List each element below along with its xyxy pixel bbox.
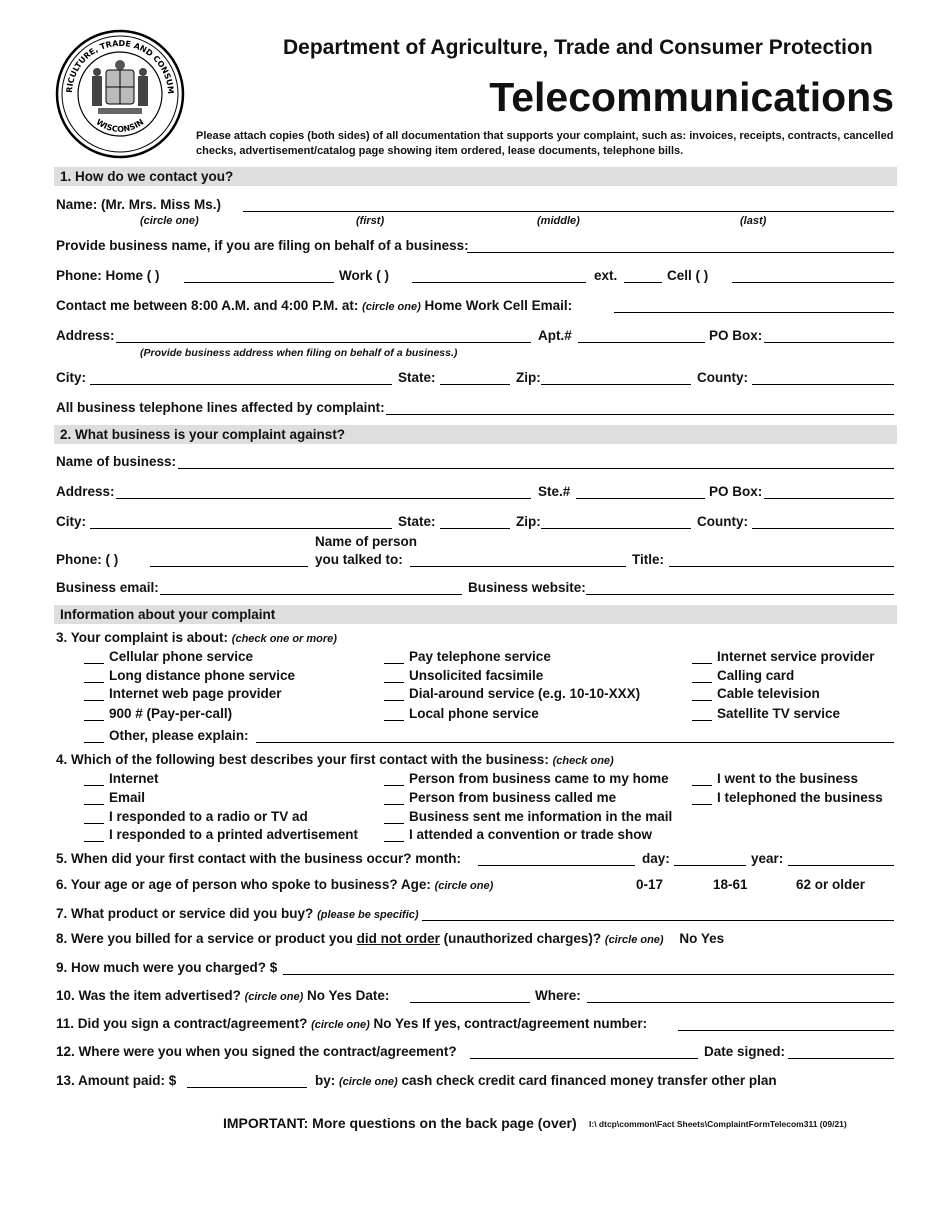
name-sub-middle: (middle): [537, 215, 580, 227]
person-label-line1: Name of person: [315, 534, 418, 549]
option-label: Internet: [109, 771, 159, 786]
important-note: IMPORTANT: More questions on the back page (over): [223, 1115, 577, 1131]
address-note: (Provide business address when filing on behalf of a business.): [140, 347, 458, 359]
checkbox-blank[interactable]: [384, 773, 404, 786]
q4-label: [56, 752, 614, 767]
q3-option-satellite[interactable]: [692, 706, 840, 721]
q5-year-field[interactable]: [788, 865, 894, 866]
checkbox-blank[interactable]: [384, 670, 404, 683]
q8-options[interactable]: No Yes: [679, 931, 725, 946]
q4-option-mail[interactable]: [384, 809, 672, 824]
section-1-heading: 1. How do we contact you?: [60, 169, 234, 184]
q3-option-cellular[interactable]: [84, 649, 253, 664]
q12-date-label: Date signed:: [704, 1044, 786, 1059]
q13-hint: (circle one): [339, 1076, 398, 1088]
section-3-header: [54, 605, 897, 624]
q10-label: [56, 988, 389, 1003]
seal-icon: [54, 28, 186, 160]
name-field[interactable]: [243, 211, 894, 212]
pobox-label: PO Box:: [709, 328, 763, 343]
business-name-field[interactable]: [467, 252, 894, 253]
q3-option-isp[interactable]: [692, 649, 875, 664]
name-sub-circle: (circle one): [140, 215, 199, 227]
title-field[interactable]: [669, 566, 894, 567]
q13-by: [315, 1073, 777, 1088]
business-website-field[interactable]: [586, 594, 894, 595]
section-2-heading: 2. What business is your complaint against?: [60, 427, 346, 442]
q3-option-web-page[interactable]: [84, 686, 282, 701]
q4-option-radio-tv[interactable]: [84, 809, 308, 824]
option-label: Person from business came to my home: [409, 771, 669, 786]
person-field[interactable]: [410, 566, 626, 567]
business-city-field[interactable]: [90, 528, 392, 529]
option-label: Internet web page provider: [109, 686, 282, 701]
ste-field[interactable]: [576, 498, 705, 499]
affected-lines-label: All business telephone lines affected by complaint:: [56, 400, 385, 415]
q4-option-went-to-business[interactable]: [692, 771, 858, 786]
checkbox-blank[interactable]: [692, 792, 712, 805]
option-label: Person from business called me: [409, 790, 617, 805]
q10-hint: (circle one): [244, 991, 304, 1003]
option-label: I attended a convention or trade show: [409, 827, 653, 842]
option-label: Pay telephone service: [409, 649, 551, 664]
business-county-label: County:: [697, 514, 748, 529]
person-label-line2: you talked to:: [315, 552, 403, 567]
q6-label: [56, 877, 493, 892]
q5-day-field[interactable]: [674, 865, 746, 866]
business-pobox-label: PO Box:: [709, 484, 763, 499]
checkbox-blank[interactable]: [384, 829, 404, 842]
q10-date-field[interactable]: [410, 1002, 530, 1003]
q9-field[interactable]: [283, 974, 894, 975]
checkbox-blank[interactable]: [692, 651, 712, 664]
q8-underlined: did not order: [356, 931, 440, 946]
business-email-field[interactable]: [160, 594, 462, 595]
checkbox-blank[interactable]: [84, 730, 104, 743]
business-state-label: State:: [398, 514, 436, 529]
option-label: 900 # (Pay-per-call): [109, 706, 233, 721]
name-label: Name: (Mr. Mrs. Miss Ms.): [56, 197, 222, 212]
q4-option-printed-ad[interactable]: [84, 827, 358, 842]
business-city-label: City:: [56, 514, 86, 529]
q3-option-local[interactable]: [384, 706, 539, 721]
business-zip-field[interactable]: [541, 528, 691, 529]
option-label: Long distance phone service: [109, 668, 296, 683]
zip-label: Zip:: [516, 370, 541, 385]
section-2-header: [54, 425, 897, 444]
option-label: Unsolicited facsimile: [409, 668, 544, 683]
checkbox-blank[interactable]: [384, 651, 404, 664]
q5-month-field[interactable]: [478, 865, 635, 866]
q4-option-called-me[interactable]: [384, 790, 616, 805]
q13-amount-field[interactable]: [187, 1087, 307, 1088]
business-phone-label: Phone: ( ): [56, 552, 119, 567]
q3-option-facsimile[interactable]: [384, 668, 543, 683]
option-label: Business sent me information in the mail: [409, 809, 673, 824]
city-label: City:: [56, 370, 86, 385]
pobox-field[interactable]: [764, 342, 894, 343]
q9-label: 9. How much were you charged? $: [56, 960, 278, 975]
business-address-field[interactable]: [116, 498, 531, 499]
option-label: Local phone service: [409, 706, 539, 721]
address-label: Address:: [56, 328, 115, 343]
q7-hint: (please be specific): [317, 909, 419, 921]
checkbox-blank[interactable]: [84, 708, 104, 721]
q11-options[interactable]: No Yes If yes, contract/agreement number:: [373, 1016, 648, 1031]
q12-label: 12. Where were you when you signed the contract/agreement?: [56, 1044, 457, 1059]
q11-text: 11. Did you sign a contract/agreement?: [56, 1016, 308, 1031]
q6-option-18-61[interactable]: 18-61: [713, 877, 748, 892]
phone-home-label: Phone: Home ( ): [56, 268, 160, 283]
contact-time-label: [56, 298, 572, 313]
contact-options: Home Work Cell Email:: [424, 298, 573, 313]
county-field[interactable]: [752, 384, 894, 385]
option-label: Dial-around service (e.g. 10-10-XXX): [409, 686, 641, 701]
option-label: Email: [109, 790, 146, 805]
q8-label: [56, 931, 724, 946]
q7-field[interactable]: [422, 920, 894, 921]
checkbox-blank[interactable]: [692, 773, 712, 786]
option-label: I telephoned the business: [717, 790, 883, 805]
contact-email-field[interactable]: [614, 312, 894, 313]
business-state-field[interactable]: [440, 528, 510, 529]
phone-ext-label: ext.: [594, 268, 618, 283]
apt-label: Apt.#: [538, 328, 572, 343]
business-name-label: Provide business name, if you are filing on behalf of a business:: [56, 238, 469, 253]
q8-text-a: 8. Were you billed for a service or product you: [56, 931, 353, 946]
q3-text: 3. Your complaint is about:: [56, 630, 229, 645]
business-address-label: Address:: [56, 484, 115, 499]
q3-other-field[interactable]: [256, 742, 894, 743]
option-label: I went to the business: [717, 771, 859, 786]
business-county-field[interactable]: [752, 528, 894, 529]
q7-label: [56, 906, 419, 921]
section-3-heading: Information about your complaint: [60, 607, 276, 622]
option-label: Calling card: [717, 668, 795, 683]
checkbox-blank[interactable]: [692, 670, 712, 683]
business-name-label-2: Name of business:: [56, 454, 177, 469]
checkbox-blank[interactable]: [84, 651, 104, 664]
q6-hint: (circle one): [434, 880, 494, 892]
business-zip-label: Zip:: [516, 514, 541, 529]
checkbox-blank[interactable]: [384, 792, 404, 805]
q5-label: 5. When did your first contact with the business occur? month:: [56, 851, 462, 866]
q3-option-dial-around[interactable]: [384, 686, 640, 701]
business-website-label: Business website:: [468, 580, 586, 595]
checkbox-blank[interactable]: [84, 688, 104, 701]
q3-option-other[interactable]: [84, 728, 249, 743]
address-field[interactable]: [116, 342, 531, 343]
city-field[interactable]: [90, 384, 392, 385]
q3-option-cable[interactable]: [692, 686, 820, 701]
page-title: Telecommunications: [489, 74, 894, 120]
section-1-header: [54, 167, 897, 186]
ste-label: Ste.#: [538, 484, 571, 499]
q3-option-calling-card[interactable]: [692, 668, 794, 683]
checkbox-blank[interactable]: [692, 708, 712, 721]
phone-cell-field[interactable]: [732, 282, 894, 283]
option-label: I responded to a radio or TV ad: [109, 809, 308, 824]
checkbox-blank[interactable]: [84, 792, 104, 805]
q4-text: 4. Which of the following best describes your first contact with the business:: [56, 752, 549, 767]
phone-cell-label: Cell ( ): [667, 268, 709, 283]
checkbox-blank[interactable]: [384, 708, 404, 721]
q13-by-text: by:: [315, 1073, 336, 1088]
checkbox-blank[interactable]: [384, 688, 404, 701]
q12-where-field[interactable]: [470, 1058, 698, 1059]
q5-day-label: day:: [642, 851, 670, 866]
q3-option-900[interactable]: [84, 706, 232, 721]
name-sub-last: (last): [740, 215, 767, 227]
phone-home-field[interactable]: [184, 282, 334, 283]
q4-option-convention[interactable]: [384, 827, 652, 842]
phone-work-label: Work ( ): [339, 268, 389, 283]
option-label: Satellite TV service: [717, 706, 841, 721]
q13-label: 13. Amount paid: $: [56, 1073, 177, 1088]
option-label: I responded to a printed advertisement: [109, 827, 359, 842]
checkbox-blank[interactable]: [84, 811, 104, 824]
q12-date-field[interactable]: [788, 1058, 894, 1059]
q8-hint: (circle one): [604, 934, 664, 946]
phone-ext-field[interactable]: [624, 282, 662, 283]
q10-text: 10. Was the item advertised?: [56, 988, 241, 1003]
q6-text: 6. Your age or age of person who spoke to business? Age:: [56, 877, 431, 892]
business-pobox-field[interactable]: [764, 498, 894, 499]
department-name: Department of Agriculture, Trade and Consumer Protection: [283, 36, 873, 59]
q10-where-field[interactable]: [587, 1002, 894, 1003]
q3-option-pay-telephone[interactable]: [384, 649, 551, 664]
q11-label: [56, 1016, 647, 1031]
q13-options[interactable]: cash check credit card financed money transfer other plan: [401, 1073, 777, 1088]
contact-time-text: Contact me between 8:00 A.M. and 4:00 P.M. at:: [56, 298, 359, 313]
q7-text: 7. What product or service did you buy?: [56, 906, 314, 921]
q3-hint: (check one or more): [231, 633, 337, 645]
affected-lines-field[interactable]: [386, 414, 894, 415]
checkbox-blank[interactable]: [384, 811, 404, 824]
svg-text:WISCONSIN: WISCONSIN: [94, 117, 146, 134]
instructions-text: Please attach copies (both sides) of all documentation that supports your complaint, such as: invoices, receipts, contracts, cancelled checks, advertisement/catalog page showing item ordered, lease documents, telephone bills.: [196, 130, 894, 157]
q3-option-long-distance[interactable]: [84, 668, 295, 683]
q4-option-email[interactable]: [84, 790, 145, 805]
option-label: Other, please explain:: [109, 728, 249, 743]
q11-contract-field[interactable]: [678, 1030, 894, 1031]
q6-option-62-older[interactable]: 62 or older: [796, 877, 866, 892]
state-label: State:: [398, 370, 436, 385]
business-name-field-2[interactable]: [178, 468, 894, 469]
checkbox-blank[interactable]: [84, 773, 104, 786]
option-label: Cellular phone service: [109, 649, 254, 664]
q10-where-label: Where:: [535, 988, 581, 1003]
checkbox-blank[interactable]: [692, 688, 712, 701]
name-sub-first: (first): [356, 215, 385, 227]
zip-field[interactable]: [541, 384, 691, 385]
q5-year-label: year:: [751, 851, 784, 866]
file-path: I:\ dtcp\common\Fact Sheets\ComplaintFormTelecom311 (09/21): [589, 1119, 847, 1129]
q10-options[interactable]: No Yes Date:: [307, 988, 390, 1003]
checkbox-blank[interactable]: [84, 829, 104, 842]
q6-option-0-17[interactable]: 0-17: [636, 877, 664, 892]
q3-label: [56, 630, 337, 645]
business-phone-field[interactable]: [150, 566, 308, 567]
svg-text:AGRICULTURE, TRADE AND CONSUME: RICULTURE, TRADE AND CONSUM: [64, 38, 176, 95]
county-label: County:: [697, 370, 748, 385]
q4-option-internet[interactable]: [84, 771, 159, 786]
checkbox-blank[interactable]: [84, 670, 104, 683]
state-field[interactable]: [440, 384, 510, 385]
apt-field[interactable]: [578, 342, 705, 343]
q4-option-came-home[interactable]: [384, 771, 669, 786]
title-label: Title:: [632, 552, 665, 567]
wisconsin-seal: [54, 28, 186, 160]
phone-work-field[interactable]: [412, 282, 586, 283]
option-label: Internet service provider: [717, 649, 875, 664]
q4-hint: (check one): [552, 755, 614, 767]
q11-hint: (circle one): [311, 1019, 370, 1031]
option-label: Cable television: [717, 686, 820, 701]
q8-text-b: (unauthorized charges)?: [443, 931, 602, 946]
contact-circle-hint: (circle one): [362, 301, 421, 313]
q4-option-telephoned[interactable]: [692, 790, 883, 805]
business-email-label: Business email:: [56, 580, 159, 595]
